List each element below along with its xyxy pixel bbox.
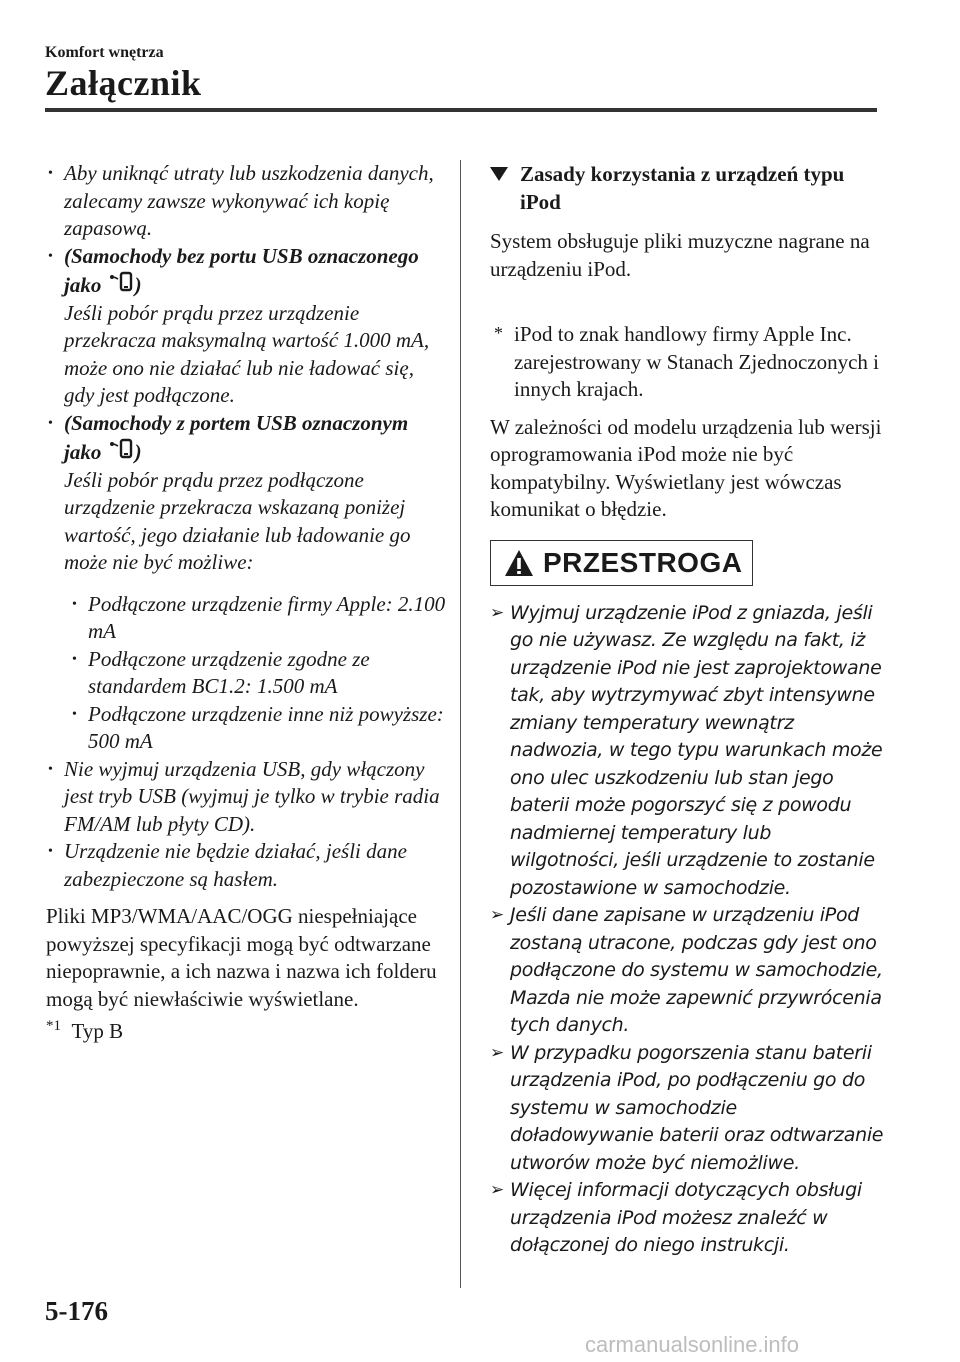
caution-banner <box>490 540 753 586</box>
section-heading: Zasady korzystania z urządzeń typu iPod <box>490 160 885 216</box>
bullet-heading: (Samochody bez portu USB oznaczonego jako ) <box>64 243 419 297</box>
bullet-body: Jeśli pobór prądu przez urządzenie przekracza maksymalną wartość 1.000 mA, może ono nie działać lub nie ładować się, gdy jest podłączone. <box>64 300 430 407</box>
watermark: carmanualsonline.info <box>585 1332 800 1357</box>
footnote-text: Typ B <box>71 1019 124 1043</box>
page-number: 5-176 <box>45 1296 108 1326</box>
bullet-usb-port <box>46 410 446 577</box>
right-column <box>490 160 885 1260</box>
arrow-right-icon: ➢ <box>490 1180 504 1200</box>
bullet-heading: (Samochody z portem USB oznaczonym jako ) <box>64 410 409 464</box>
header-rule <box>45 108 877 112</box>
arrow-right-icon: ➢ <box>490 602 504 623</box>
caution-item: ➢ W przypadku pogorszenia stanu baterii urządzenia iPod, po podłączeniu go do systemu w samochodzie doładowywanie baterii oraz odtwarzanie utworów może być niemożliwe. <box>490 1041 884 1174</box>
footnote <box>46 1013 446 1046</box>
bullet-backup: • Aby uniknąć utraty lub uszkodzenia danych, zalecamy zawsze wykonywać ich kopię zapasową. <box>46 160 446 243</box>
usb-port-icon <box>107 270 135 296</box>
asterisk-mark: * <box>494 323 503 343</box>
caution-item: ➢ Więcej informacji dotyczących obsługi urządzenia iPod możesz znaleźć w dołączonej do niego instrukcji. <box>490 1179 862 1256</box>
paragraph-compatibility: W zależności od modelu urządzenia lub wersji oprogramowania iPod może nie być kompatybilny. Wyświetlany jest wówczas komunikat o błędzie. <box>490 414 882 521</box>
bullet-body: Jeśli pobór prądu przez podłączone urządzenie przekracza wskazaną poniżej wartość, jego działanie lub ładowanie go może nie być możliwe: <box>64 467 411 574</box>
column-divider <box>460 160 461 1288</box>
caution-item: ➢ Jeśli dane zapisane w urządzeniu iPod zostaną utracone, podczas gdy jest ono podłączone do systemu w samochodzie, Mazda nie może zapewnić przywrócenia tych danych. <box>490 904 883 1036</box>
caution-list <box>490 600 885 1260</box>
triangle-marker-icon <box>490 167 508 181</box>
bullet-no-usb-port <box>46 243 446 410</box>
caution-label: PRZESTROGA <box>543 546 743 578</box>
caution-item: ➢ Wyjmuj urządzenie iPod z gniazda, jeśli go nie używasz. Ze względu na fakt, iż urządzenie iPod nie jest zaprojektowane tak, aby wytrzymywać zbyt intensywne zmiany temperatury wewnątrz nadwozia, w tego typu warunkach może ono ulec uszkodzeniu lub stan jego baterii może pogorszyć się z powodu nadmiernej temperatury lub wilgotności, jeśli urządzenie to zostanie pozostawione w samochodzie. <box>490 601 883 899</box>
usb-port-icon <box>107 437 135 463</box>
arrow-right-icon: ➢ <box>490 1042 504 1063</box>
left-column <box>46 160 446 1046</box>
arrow-right-icon: ➢ <box>490 905 504 925</box>
sub-bullet-bc12: • Podłączone urządzenie zgodne ze standardem BC1.2: 1.500 mA <box>70 646 446 701</box>
sub-bullet-other: • Podłączone urządzenie inne niż powyższe: 500 mA <box>70 701 446 756</box>
footnote-mark: *1 <box>46 1018 61 1034</box>
section-label: Komfort wnętrza <box>45 44 164 61</box>
bullet-password: • Urządzenie nie będzie działać, jeśli dane zabezpieczone są hasłem. <box>46 838 446 893</box>
paragraph-file-formats: Pliki MP3/WMA/AAC/OGG niespełniające powyższej specyfikacji mogą być odtwarzane niepoprawnie, a ich nazwa i nazwa ich folderu mogą być niewłaściwie wyświetlane. <box>46 904 437 1011</box>
trademark-note: * iPod to znak handlowy firmy Apple Inc. zarejestrowany w Stanach Zjednoczonych i innych krajach. <box>494 322 880 401</box>
warning-triangle-icon <box>503 548 535 578</box>
sub-bullet-apple: • Podłączone urządzenie firmy Apple: 2.100 mA <box>70 591 446 646</box>
paragraph-ipod-support: System obsługuje pliki muzyczne nagrane na urządzeniu iPod. <box>490 229 870 281</box>
bullet-usb-mode: • Nie wyjmuj urządzenia USB, gdy włączony jest tryb USB (wyjmuj je tylko w trybie radia FM/AM lub płyty CD). <box>46 756 446 839</box>
page-title: Załącznik <box>45 63 202 103</box>
